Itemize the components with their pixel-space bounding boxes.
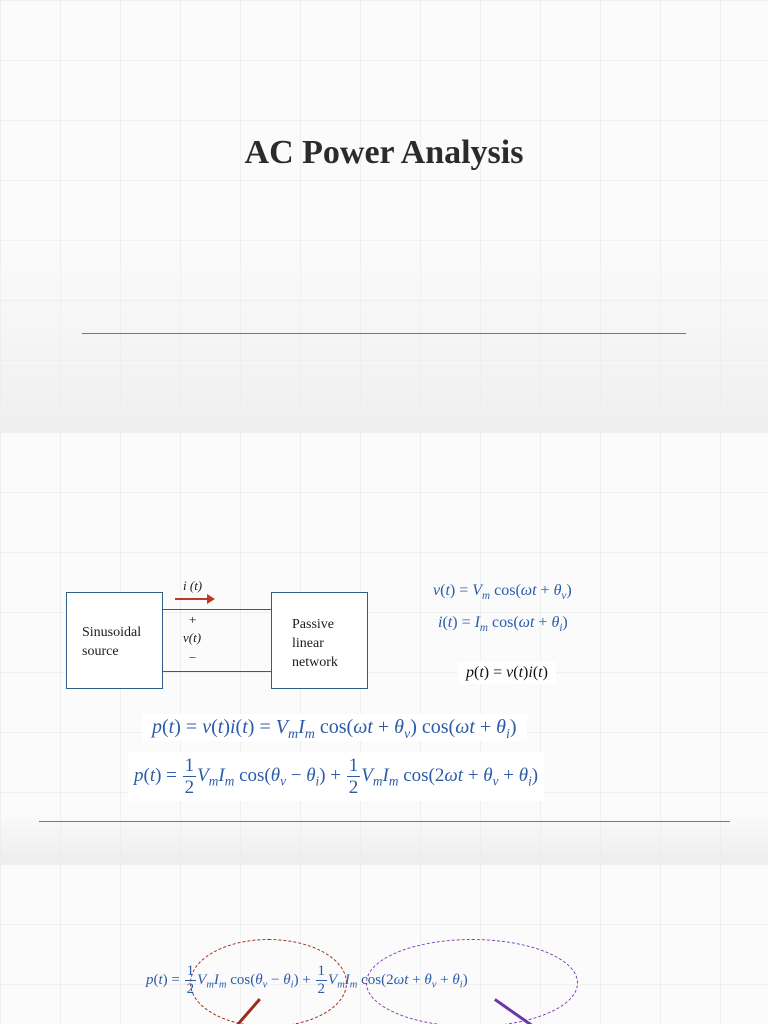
top-wire <box>162 609 272 610</box>
power-terms-equation: p(t) = $\frac{1}{2}$ $V_mI_m$ $\cos(\theta_v - \theta_i)$ + $\frac{1}{2}$ $V_mI_m$ $\cos(2\omega t + \theta_v + \theta_i)$ <box>146 963 468 997</box>
power-identity-equation: p(t) = $\frac{1}{2}$ $V_mI_m$ $\cos(\theta_v - \theta_i)$ + $\frac{1}{2}$ $V_mI_m$ $\cos(2\omega t + \theta_v + \theta_i)$ <box>128 752 544 801</box>
slide-title-text: AC Power Analysis <box>244 134 524 171</box>
power-expanded-equation: $p(t) = v(t)i(t) = V_mI_m$ $\cos(\omega t + \theta_v)$ $\cos(\omega t + \theta_i)$ <box>142 714 527 741</box>
network-label: Passive linear network <box>292 617 338 670</box>
slide-divider <box>39 821 730 822</box>
minus-sign: − <box>189 650 197 665</box>
sinusoidal-source-box <box>66 592 163 689</box>
current-label: i (t) <box>183 578 203 593</box>
slide-power-derivation <box>0 432 768 864</box>
power-definition-equation: p(t) = v(t)i(t) <box>458 662 556 684</box>
slide-power-terms <box>0 864 768 1024</box>
title-divider <box>82 333 686 334</box>
current-equation: $i(t) = I_m$ $\cos(\omega t + \theta_i)$ <box>438 614 568 634</box>
bottom-wire <box>162 671 272 672</box>
voltage-equation: $v(t) = V_m$ $\cos(\omega t + \theta_v)$ <box>433 582 572 602</box>
passive-network-box <box>271 592 368 689</box>
voltage-label: v(t) <box>183 630 202 645</box>
current-arrow-icon <box>175 598 213 600</box>
plus-sign: + <box>189 612 197 627</box>
slide-title <box>0 0 768 432</box>
source-label: Sinusoidal source <box>82 625 142 659</box>
